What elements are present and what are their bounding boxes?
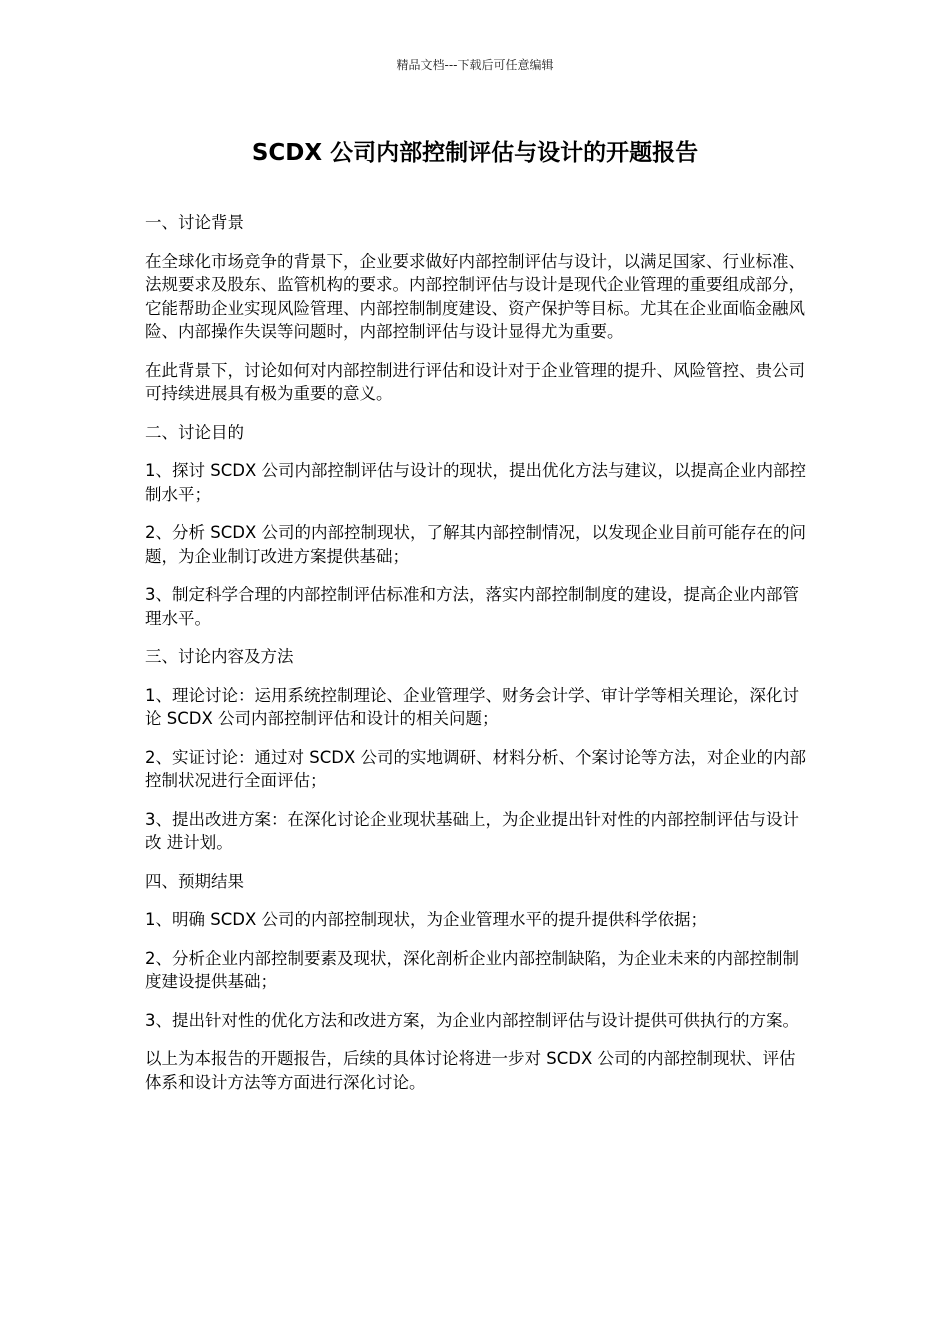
paragraph-background-2: 在此背景下，讨论如何对内部控制进行评估和设计对于企业管理的提升、风险管控、贵公司可持续进展具有极为重要的意义。 xyxy=(145,360,805,403)
method-item-3: 3、提出改进方案：在深化讨论企业现状基础上，为企业提出针对性的内部控制评估与设计改 进计划。 xyxy=(145,809,799,852)
method-item-2: 2、实证讨论：通过对 SCDX 公司的实地调研、材料分析、个案讨论等方法，对企业的内部控制状况进行全面评估； xyxy=(145,747,806,790)
purpose-item-2: 2、分析 SCDX 公司的内部控制现状，了解其内部控制情况，以发现企业目前可能存在的问题，为企业制订改进方案提供基础； xyxy=(145,523,806,566)
section-heading-purpose: 二、讨论目的 xyxy=(145,422,244,442)
result-item-2: 2、分析企业内部控制要素及现状，深化剖析企业内部控制缺陷，为企业未来的内部控制制度建设提供基础； xyxy=(145,948,799,991)
header-note: 精品文档---下载后可任意编辑 xyxy=(396,58,554,72)
section-heading-content-methods: 三、讨论内容及方法 xyxy=(145,647,294,666)
method-item-1: 1、理论讨论：运用系统控制理论、企业管理学、财务会计学、审计学等相关理论，深化讨论 SCDX 公司内部控制评估和设计的相关问题； xyxy=(145,685,799,728)
document-body xyxy=(145,211,811,1109)
section-heading-background: 一、讨论背景 xyxy=(145,213,244,232)
result-item-3: 3、提出针对性的优化方法和改进方案，为企业内部控制评估与设计提供可供执行的方案。 xyxy=(145,1010,799,1030)
section-heading-expected-results: 四、预期结果 xyxy=(145,871,244,891)
result-item-1: 1、明确 SCDX 公司的内部控制现状，为企业管理水平的提升提供科学依据； xyxy=(145,910,707,929)
document-title: SCDX 公司内部控制评估与设计的开题报告 xyxy=(251,140,699,166)
paragraph-background-1: 在全球化市场竞争的背景下，企业要求做好内部控制评估与设计，以满足国家、行业标准、法规要求及股东、监管机构的要求。内部控制评估与设计是现代企业管理的重要组成部分，它能帮助企业实现风险管理、内部控制制度建设、资产保护等目标。尤其在企业面临金融风险、内部操作失误等问题时，内部控制评估与设计显得尤为重要。 xyxy=(145,251,805,341)
closing-paragraph: 以上为本报告的开题报告，后续的具体讨论将进一步对 SCDX 公司的内部控制现状、评估体系和设计方法等方面进行深化讨论。 xyxy=(145,1049,796,1092)
purpose-item-1: 1、探讨 SCDX 公司内部控制评估与设计的现状，提出优化方法与建议，以提高企业内部控制水平； xyxy=(145,461,806,504)
purpose-item-3: 3、制定科学合理的内部控制评估标准和方法，落实内部控制制度的建设，提高企业内部管理水平。 xyxy=(145,585,799,628)
